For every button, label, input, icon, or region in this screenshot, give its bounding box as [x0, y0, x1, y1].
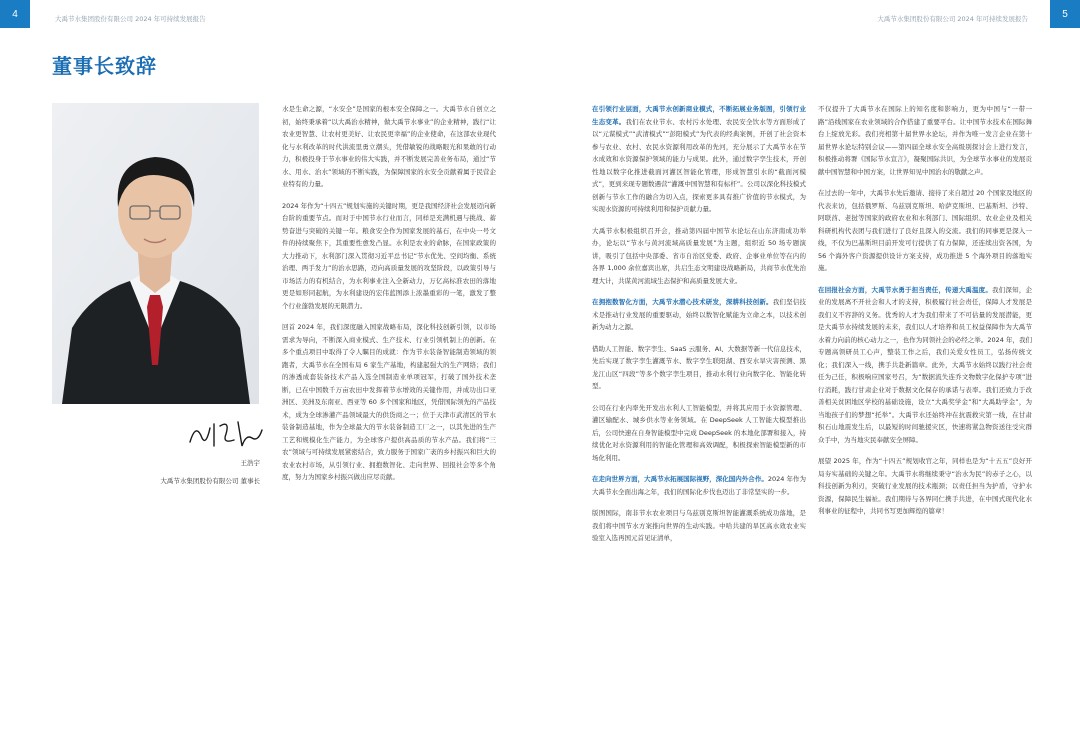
- paragraph: 2024 年作为“十四五”规划实施的关键时期，更是我国经济社会发展迈向新台阶的重要节点。而对于中国节水行业而言，同样是充满机遇与挑战、蓄势奋进与突破的关键一年。粮食安全作为国家发展的基石，在中央一号文件的持续聚焦下，其重要性愈发凸显。水利是农业的命脉，在国家政策的大力推动下，水利部门深入贯彻习近平总书记“节水优先、空间均衡、系统治理、两手发力”的治水思路，迈向高质量发展的攻坚阶段，以政策引导与市场活力的有机结合，为水利事业注入全新动力，万亿高标准农田的落地更是如形同起航，为水利建设的宏伟蓝图添上浓墨重彩的一笔，激发了整个行业蓬勃发展的无限潜力。: [282, 201, 496, 310]
- paragraph: 版图国际，南非节水农业项目与乌兹别克斯坦智能灌溉系统成功落地，是我们将中国节水方案推向世界的生动实践。中哈共建的旱区高水效农业实验室入选再国元首见证清单，: [592, 509, 806, 542]
- paragraph: 展望 2025 年，作为“十四五”规划收官之年，同样也是为“十五五”良好开局夯实基础的关键之年。大禹节水将继续秉守“治水为民”的赤子之心，以科技创新为利刃，突破行业发展的技术瓶颈；以责任担当为护盾，守护水资源，保障民生福祉。我们期待与各界同仁携手共进，在中国式现代化水利事业的征程中，共同书写更加辉煌的篇章！: [818, 457, 1032, 515]
- left-running-header: 大禹节水集团股份有限公司 2024 年可持续发展报告: [55, 15, 206, 23]
- right-running-header: 大禹节水集团股份有限公司 2024 年可持续发展报告: [877, 15, 1028, 23]
- text-column-2: [592, 103, 806, 554]
- paragraph-body: 我们深知，企业的发展离不开社会和人才的支持，积极履行社会责任，保障人才发展是我们义不容辞的义务。优秀的人才为我们带来了不可估量的发展潜能，更是大禹节水持续发展的未来，我们以人才培养和员工权益保障作为大禹节水着力向前的核心动力之一，也作为同领社会的必经之举。2024 年，我们专题高领研员工心声，整装工作之后，我们关爱女性员工，弘扬传统文化；我们深入一线，携手共赴新篇章。此外，大禹节水始终以践行社会责任为己任，积极响应国家号召，为“数据流失连乔文物数字化保护专项”进行消耗，践行甘肃企业对于数据文化保存的承诺与表率。我们还致力于改善相关贫困地区学校的基础设施，设立“大禹奖学金”和“大禹助学金”，为当地孩子们的梦想“托举”。大禹节水还始终冲在抗震救灾第一线，在甘肃积石山地震发生后，以最短的时间驰援灾区，快速将紧急物资送往受灾群众手中，为当地灾民奉献安全屏障。: [818, 285, 1033, 444]
- paragraph: [818, 284, 1032, 447]
- paragraph-highlight: 在回报社会方面，大禹节水勇于担当责任，传递大禹温度。: [818, 285, 993, 294]
- paragraph-highlight: 在走向世界方面，大禹节水拓展国际视野，深化国内外合作。: [592, 475, 768, 483]
- paragraph: [592, 296, 806, 334]
- page-title: 董事长致辞: [52, 54, 157, 78]
- chairman-name: 王浩宇: [240, 459, 260, 467]
- paragraph: 在过去的一年中，大禹节水先后邀请、接待了来自超过 20 个国家及地区的代表来访，包括俄罗斯、乌兹别克斯坦、哈萨克斯坦、巴基斯坦、沙特、阿联酋、老挝等国家的政府农业和水利部门、国际组织、农业企业及相关科研机构代表团与我们进行了良好且深入的交流。我们的同事更是深入一线，不仅为巴基斯坦目前开发可行提供了有力保障，还连续出资各国，为 56 个海外客户资源提供设计方案支持，成功推进 5 个海外项目的落地实施。: [818, 189, 1032, 272]
- paragraph-highlight: 在拥抱数智化方面，大禹节水潜心技术研发，深耕科技创新。: [592, 298, 773, 306]
- paragraph: 水是生命之源，“水安全”是国家的根本安全保障之一。大禹节水自创立之初，始终秉承着“以大禹治水精神，做大禹节水事业”的企业精神，践行“让农业更智慧、让农村更美好、让农民更幸福”的企业使命，在这部农业现代化与水利改革的时代洪流里勇立潮头，凭借敏锐的战略眼光和果敢的行动力，积极投身于节水事业的伟大实践，并不断发展完善业务布局，通过“节水、用水、治水”领域的不断实践，为保障国家的水安全贡献着属于民营企业特有的力量。: [282, 105, 496, 188]
- paragraph: 回首 2024 年，我们深度融入国家战略布局，深化科技创新引领，以市场需求为导向，不断深入商业模式、生产技术、行业引领机制上的创新。在多个重点项目中取得了令人瞩目的成就：作为节水装备智能制造领域的领跑者，大禹节水在全国布局 6 家生产基地，构建起强大的生产网络；我们的渗透成套装备技术产品入选全国制造业单项冠军，打破了国外技术垄断，已在中国数千万亩农田中发挥着节水增效的关键作用，并成功出口亚洲区、美洲及东南亚、西亚等 60 多个国家和地区，凭借国际领先的产品技术，成为全球渗灌产品领域最大的供货商之一；位于天津市武清区的节水装备制造基地，作为全球最大的节水装备制造工厂之一，以其先进的生产工艺和规模化生产能力，为全球客户提供高品质的节水产品。我们将“三农”领域与可持续发展紧密结合，致力服务于国家广袤的乡村振兴和巨大的农业农村市场，从引领行业、拥抱数智化、走向世界、回报社会等多个角度，努力为国家乡村振兴做出应尽贡献。: [282, 323, 496, 481]
- chairman-portrait: [52, 103, 259, 404]
- left-page-number: 4: [0, 0, 30, 28]
- paragraph-body: 我们坚信技术是推动行业发展的重要驱动，始终以数智化赋能为立命之本，以技术创新为动力之源。: [592, 298, 807, 331]
- right-page-number: 5: [1050, 0, 1080, 28]
- paragraph: 不仅提升了大禹节水在国际上的知名度和影响力，更为中国与“一带一路”沿线国家在农业领域的合作搭建了重要平台。让中国节水技术在国际舞台上绽放光彩。我们亮相第十届世界水论坛，并作为唯一发言企业在第十届世界水论坛特别会议——第四届全球水安全高级别探讨会上进行发言，积极推动将署《国际节水宣言》，凝聚国际共识，为全球节水事业的发展贡献中国智慧和中国方案，让世界知见中国治水的敬献之声。: [818, 105, 1032, 176]
- text-column-3: [818, 103, 1032, 527]
- paragraph: [592, 103, 806, 216]
- paragraph-body: 我们在农业节水、农村污水处理、农民安全饮水等方面形成了以“元谋模式”“武清模式”“彭阳模式”为代表的经典案例，开创了社会资本参与农业、农村、农民水资源利用改革的先河，充分展示了大禹节水在节水成效和水资源保护领域的能力与成果。此外，通过数字孪生技术，开创性地以数字化推进截面河灌区智能化管理，形成智慧引水的“截面河模式”，更到来现专题数遇营“灌溉中国智慧和有标杆”。公司以深化科技模式创新与节水工作的融合为切入点，探索更多具有推广价值的节水模式，为实现水资源的可持续利用和保护贡献力量。: [592, 117, 807, 213]
- chairman-position: 大禹节水集团股份有限公司 董事长: [160, 477, 260, 485]
- paragraph: 借助人工智能、数字孪生、SaaS 云服务、AI、大数据等新一代信息技术，先后实现了数字孪生灌溉节水、数字孪生联阳湖、西安水旱灾害预测、黑龙江山区“四段”等多个数字孪生项目，推动水利行业向数字化、智能化转型。: [592, 344, 806, 390]
- paragraph: [592, 473, 806, 498]
- paragraph: 大禹节水积极组织召开会，推动第四届中国节水论坛在山东济南成功举办，论坛以“节水与黄河流域高质量发展”为主题，组织近 50 场专题演讲，吸引了包括中央部委、省市自治区党委、政府、企事业单位等在内的各界 1,000 余位嘉宾出席，共启生态文明建设战略新局，共商节水优先治理大计，共谋黄河流域生态保护和高质量发展大业。: [592, 226, 806, 285]
- paragraph-body: 2024 年作为大禹节水全面出海之年，我们的国际化步伐也迈出了非常坚实的一步。: [592, 475, 807, 496]
- chairman-signature: [186, 416, 266, 452]
- text-column-1: [282, 103, 496, 493]
- paragraph-highlight: 在引领行业层面，大禹节水创新商业模式，不断拓展业务版图，引领行业生态变革。: [592, 105, 806, 126]
- paragraph: 公司在行业内率先开发出水利人工智能模型，并将其应用于水资源管理、灌区输配水、城乡供水等业务领域。在 DeepSeek 人工智能大模型推出后，公司快速在自身智能模型中完成 DeepSeek 的本地化部署和接入，持续优化对水资源利用的智能化管理和高效调配，积极探索智能模型新的市场化利用。: [592, 403, 806, 462]
